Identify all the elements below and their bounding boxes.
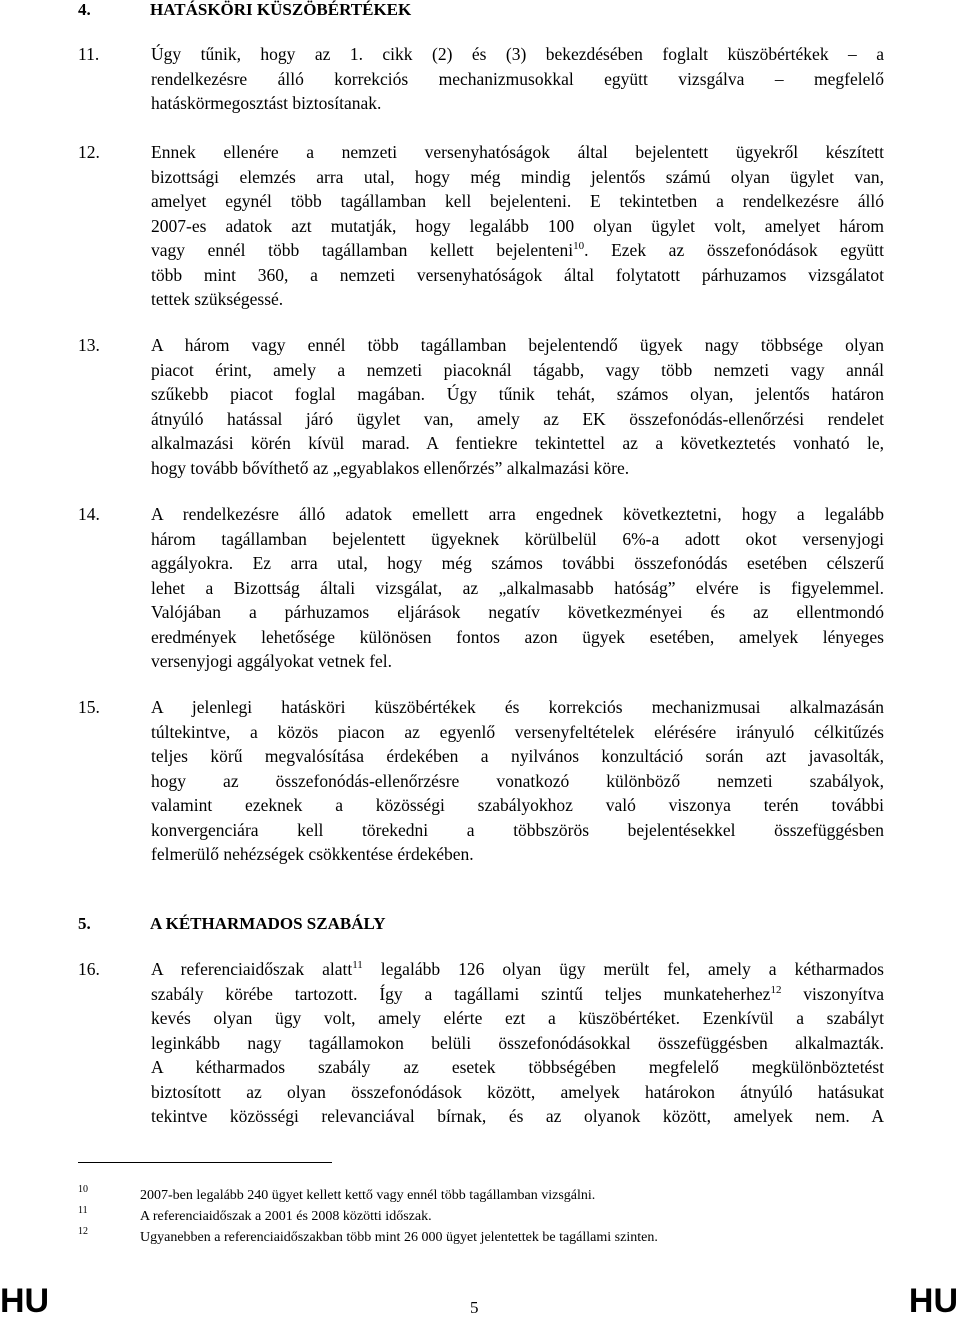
section-number: 4. <box>78 0 91 19</box>
line-text: legalább 126 olyan ügy merült fel, amely a kétharmados <box>362 959 884 979</box>
section-number: 5. <box>78 914 91 933</box>
footnote-ref-10[interactable]: 10 <box>573 240 585 252</box>
footnote-number: 10 <box>78 1184 88 1195</box>
footnote-ref-12[interactable]: 12 <box>770 983 782 996</box>
paragraph-line: túltekintve, a közös piacon az egyenlő versenyfeltételek elérésére irányuló célkitűzés <box>151 721 884 742</box>
footer-language-right: HU <box>908 1282 958 1320</box>
paragraph-line <box>151 957 884 982</box>
footnote-separator <box>78 1162 332 1163</box>
footer-language-left: HU <box>0 1282 50 1320</box>
footnote-number: 12 <box>78 1226 88 1237</box>
paragraph-number: 13. <box>78 335 100 355</box>
paragraph-line: A kétharmados szabály az esetek többségében megfelelő megkülönböztetést <box>151 1057 884 1077</box>
paragraph-line: tekintve közösségi relevanciával bírnak, és az olyanok között, amelyek nem. A <box>151 1106 884 1126</box>
paragraph-line: kevés olyan ügy volt, amely elérte ezt a küszöbértéket. Ezenkívül a szabályt <box>151 1008 884 1028</box>
line-text: viszonyítva <box>781 983 884 1004</box>
paragraph-line: versenyjogi aggályokat vetnek fel. <box>151 651 393 671</box>
paragraph-line: három tagállamban bejelentett ügyeknek körülbelül 6%-a adott okot versenyjogi <box>151 528 884 549</box>
paragraph-number: 12. <box>78 142 100 162</box>
paragraph-line: hogy tovább bővíthető az „egyablakos ellenőrzés” alkalmazási köre. <box>151 457 630 478</box>
section-title: ATÁSKÖRI KÜSZÖBÉRTÉKEK <box>163 0 412 19</box>
paragraph-line: eredmények lehetősége különösen fontos azon ügyek esetében, amelyek lényeges <box>151 626 884 647</box>
paragraph-line: alkalmazási körén kívül marad. A fentiekre tekintettel az a következtetés vonható le, <box>151 433 884 453</box>
paragraph-line: valamint ezeknek a közösségi szabályokhoz való viszonya terén további <box>151 795 884 815</box>
paragraph-line: felmerülő nehézségek csökkentése érdekében. <box>151 844 474 864</box>
paragraph-line: lehet a Bizottság általi vizsgálat, az „alkalmasabb hatóság” elvére is figyelemmel. <box>151 577 884 598</box>
paragraph-line: hogy az összefonódás-ellenőrzésre vonatkozó különböző nemzeti szabályok, <box>151 770 884 791</box>
line-text: A referenciaidőszak alatt <box>151 959 353 979</box>
footnote-ref-11[interactable]: 11 <box>352 959 363 971</box>
page-number: 5 <box>470 1298 479 1317</box>
paragraph-line: amelyet egynél több tagállamban kell bejelenteni. E tekintetben a rendelkezésre álló <box>151 191 884 211</box>
paragraph-line: A jelenlegi hatásköri küszöbértékek és korrekciós mechanizmusai alkalmazásán <box>151 697 884 717</box>
paragraph-line: 2007-es adatok azt mutatják, hogy legalább 100 olyan ügylet volt, amelyet három <box>151 215 884 236</box>
section-title-initial: A <box>150 914 166 933</box>
paragraph-line: tettek szükségessé. <box>151 289 284 309</box>
paragraph-line: Valójában a párhuzamos eljárások negatív következményei és az ellentmondó <box>151 602 884 622</box>
footnote-text: Ugyanebben a referenciaidőszakban több mint 26 000 ügyet jelentettek be tagállami szinten. <box>140 1230 658 1245</box>
paragraph-line: szűkebb piacot foglal magában. Úgy tűnik tehát, számos olyan, jelentős határon <box>151 384 884 404</box>
paragraph-line: bizottsági elemzés arra utal, hogy még mindig jelentős számú olyan ügylet van, <box>151 166 884 187</box>
paragraph-line: átnyúló hatással járó ügylet van, amely az EK összefonódás-ellenőrzési rendelet <box>151 408 884 429</box>
footnote-text: A referenciaidőszak a 2001 és 2008 közötti időszak. <box>140 1209 432 1224</box>
paragraph-number: 16. <box>78 959 100 979</box>
paragraph-line: aggályokra. Ez arra utal, hogy még számos további összefonódás esetében célszerű <box>151 553 884 573</box>
paragraph-line: leginkább nagy tagállamokon belüli összefonódásokkal összefüggésben alkalmazták. <box>151 1032 884 1053</box>
paragraph-line: Ennek ellenére a nemzeti versenyhatóságok által bejelentett ügyekről készített <box>151 142 884 162</box>
section-title: KÉTHARMADOS SZABÁLY <box>165 914 386 933</box>
paragraph-number: 15. <box>78 697 100 717</box>
paragraph-line: A három vagy ennél több tagállamban bejelentendő ügyek nagy többsége olyan <box>151 335 884 355</box>
paragraph-line: piacot érint, amely a nemzeti piacoknál tágabb, vagy több nemzeti vagy annál <box>151 359 884 380</box>
paragraph-line: rendelkezésre álló korrekciós mechanizmusokkal együtt vizsgálva – megfelelő <box>151 68 884 89</box>
paragraph-number: 11. <box>78 44 100 64</box>
paragraph-line: Úgy tűnik, hogy az 1. cikk (2) és (3) bekezdésében foglalt küszöbértékek – a <box>151 44 884 64</box>
line-text: . Ezek az összefonódások együtt <box>584 240 884 260</box>
paragraph-line: hatáskörmegosztást biztosítanak. <box>151 93 382 113</box>
footnote-12 <box>78 1228 878 1247</box>
line-text: szabály körébe tartozott. Így a tagállami szintű teljes munkateherhez <box>151 983 771 1004</box>
paragraph-line: több mint 360, a nemzeti versenyhatóságok által folytatott párhuzamos vizsgálatot <box>151 264 884 285</box>
footnote-number: 11 <box>78 1205 88 1216</box>
paragraph-line <box>151 982 884 1007</box>
footnote-11 <box>78 1207 878 1226</box>
paragraph-line <box>151 238 884 263</box>
footnote-10 <box>78 1186 878 1205</box>
paragraph-line: konvergenciára kell törekedni a többszörös bejelentésekkel összefüggésben <box>151 819 884 840</box>
line-text: vagy ennél több tagállamban kellett bejelenteni <box>151 240 574 260</box>
paragraph-line: A rendelkezésre álló adatok emellett arra engednek következtetni, hogy a legalább <box>151 504 884 524</box>
paragraph-line: biztosított az olyan összefonódások között, amelyek határokon átnyúló hatásukat <box>151 1081 884 1102</box>
paragraph-line: teljes körű megvalósítása érdekében a nyilvános konzultáció során azt javasolták, <box>151 746 884 766</box>
paragraph-number: 14. <box>78 504 100 524</box>
section-heading-5 <box>78 914 386 934</box>
footnote-text: 2007-ben legalább 240 ügyet kellett kettő vagy ennél több tagállamban vizsgálni. <box>140 1188 596 1203</box>
section-heading-4 <box>78 0 411 20</box>
section-title-initial: H <box>150 0 164 19</box>
